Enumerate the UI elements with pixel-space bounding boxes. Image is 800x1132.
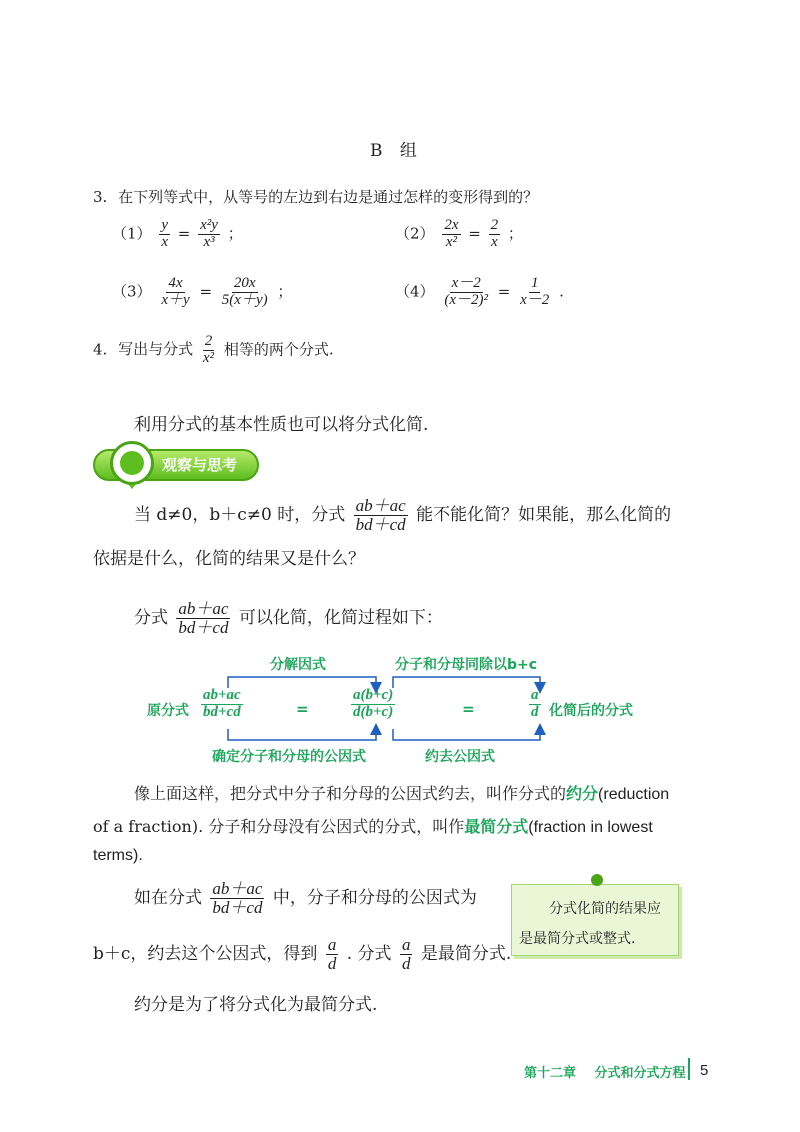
fraction: $\frac{x-2}{\text{(x－2)²}}$ xyxy=(444,275,488,308)
label-cancel: 约去公因式 xyxy=(425,749,495,765)
label-divide: 分子和分母同除以b+c xyxy=(395,657,538,673)
fraction-factored: $\frac{a(b+c)}{d(b+c)}$ xyxy=(353,687,394,720)
example-line-2 xyxy=(93,936,511,973)
text: 能不能化简？如果能，那么化简的 xyxy=(416,504,672,525)
fraction: $\frac{2x}{\text{x²}}$ xyxy=(444,217,459,250)
punct: ； xyxy=(277,282,293,301)
text: (reduction xyxy=(598,786,670,803)
text: of a fraction). 分子和分母没有公因式的分式，叫作 xyxy=(93,817,465,836)
question-number: 3. xyxy=(93,188,108,206)
process-intro xyxy=(134,600,443,637)
group-title: B 组 xyxy=(370,141,423,161)
fraction-original: $\frac{ab+ac}{bd+cd}$ xyxy=(203,687,241,720)
badge-label: 观察与思考 xyxy=(162,456,238,474)
fraction: $\frac{2}{x}$ xyxy=(490,217,499,250)
footer-divider xyxy=(688,1058,690,1080)
example-line-1 xyxy=(134,880,477,917)
equals: = xyxy=(468,224,481,243)
question-text: 在下列等式中，从等号的左边到右边是通过怎样的变形得到的？ xyxy=(118,188,539,206)
question-text: 相等的两个分式. xyxy=(223,340,334,359)
item-label: （3） xyxy=(112,282,152,301)
fraction: $\frac{ab+ac}{bd+cd}$ xyxy=(355,496,406,534)
equals-1: = xyxy=(296,700,309,718)
question-number: 4. xyxy=(93,340,108,359)
fraction: $\frac{ab+ac}{bd+cd}$ xyxy=(178,599,229,637)
fraction: $\frac{a}{d}$ xyxy=(401,935,411,973)
question-4 xyxy=(93,334,334,367)
text: 是最简分式. xyxy=(420,943,512,964)
note-line-2: 是最简分式或整式. xyxy=(519,931,636,947)
chapter-title: 分式和分式方程 xyxy=(594,1066,686,1081)
def-line-2 xyxy=(93,814,653,837)
fraction-result: $\frac{a}{d}$ xyxy=(531,687,539,720)
equals: = xyxy=(177,224,191,243)
fraction: $\frac{4x}{x+y}$ xyxy=(161,275,190,308)
fraction: $\frac{2}{\text{x²}}$ xyxy=(202,333,215,366)
text: (fraction in lowest xyxy=(528,819,653,836)
def-line-1 xyxy=(134,781,669,804)
original-label: 原分式 xyxy=(147,703,189,719)
text: b＋c，约去这个公因式，得到 xyxy=(93,943,318,964)
chapter-number: 第十二章 xyxy=(524,1066,577,1081)
item-label: （4） xyxy=(395,282,435,301)
text: . 分式 xyxy=(346,943,392,964)
punct: . xyxy=(559,282,564,301)
term-lowest-terms: 最简分式 xyxy=(464,817,529,836)
text: 分式 xyxy=(134,607,168,628)
page-number: 5 xyxy=(700,1062,709,1079)
footer-chapter xyxy=(524,1062,686,1081)
equals-2: = xyxy=(462,700,475,718)
text: 可以化简，化简过程如下： xyxy=(238,607,443,628)
item-label: （1） xyxy=(112,224,152,243)
reader-icon xyxy=(110,441,154,485)
fraction: $\frac{a}{d}$ xyxy=(327,935,337,973)
label-factor: 分解因式 xyxy=(270,657,326,673)
purpose-text: 约分是为了将分式化为最简分式. xyxy=(134,995,378,1015)
q3-item-1 xyxy=(112,218,243,251)
item-label: （2） xyxy=(395,224,435,243)
punct: ； xyxy=(227,224,243,243)
think-line-1 xyxy=(134,497,671,534)
q3-item-2 xyxy=(395,218,523,251)
note-line-1: 分式化简的结果应 xyxy=(549,901,661,917)
think-line-2: 依据是什么，化简的结果又是什么？ xyxy=(93,549,365,569)
intro-text: 利用分式的基本性质也可以将分式化简. xyxy=(134,415,429,435)
fraction: $\frac{20x}{5(x+y)}$ xyxy=(221,275,268,308)
equals: = xyxy=(497,282,511,301)
fraction: $\frac{\text{x²y}}{\text{x³}}$ xyxy=(200,217,218,250)
q3-item-3 xyxy=(112,276,292,309)
equals: = xyxy=(199,282,213,301)
pin-icon xyxy=(591,874,603,886)
punct: ； xyxy=(507,224,523,243)
term-reduction: 约分 xyxy=(566,784,599,803)
def-line-3: terms). xyxy=(93,847,143,864)
result-label: 化简后的分式 xyxy=(549,703,633,719)
fraction: $\frac{ab+ac}{bd+cd}$ xyxy=(212,879,263,917)
fraction: $\frac{1}{x-2}$ xyxy=(520,275,550,308)
text: 中，分子和分母的公因式为 xyxy=(272,887,477,908)
text: 如在分式 xyxy=(134,887,202,908)
q3-item-4 xyxy=(395,276,564,309)
label-common-factor: 确定分子和分母的公因式 xyxy=(212,749,366,765)
text: 当 d≠0，b＋c≠0 时，分式 xyxy=(134,504,346,525)
fraction: $\frac{y}{x}$ xyxy=(161,217,168,250)
question-text: 写出与分式 xyxy=(118,340,194,359)
question-3 xyxy=(93,186,538,207)
text: 像上面这样，把分式中分子和分母的公因式约去，叫作分式的 xyxy=(134,784,567,803)
